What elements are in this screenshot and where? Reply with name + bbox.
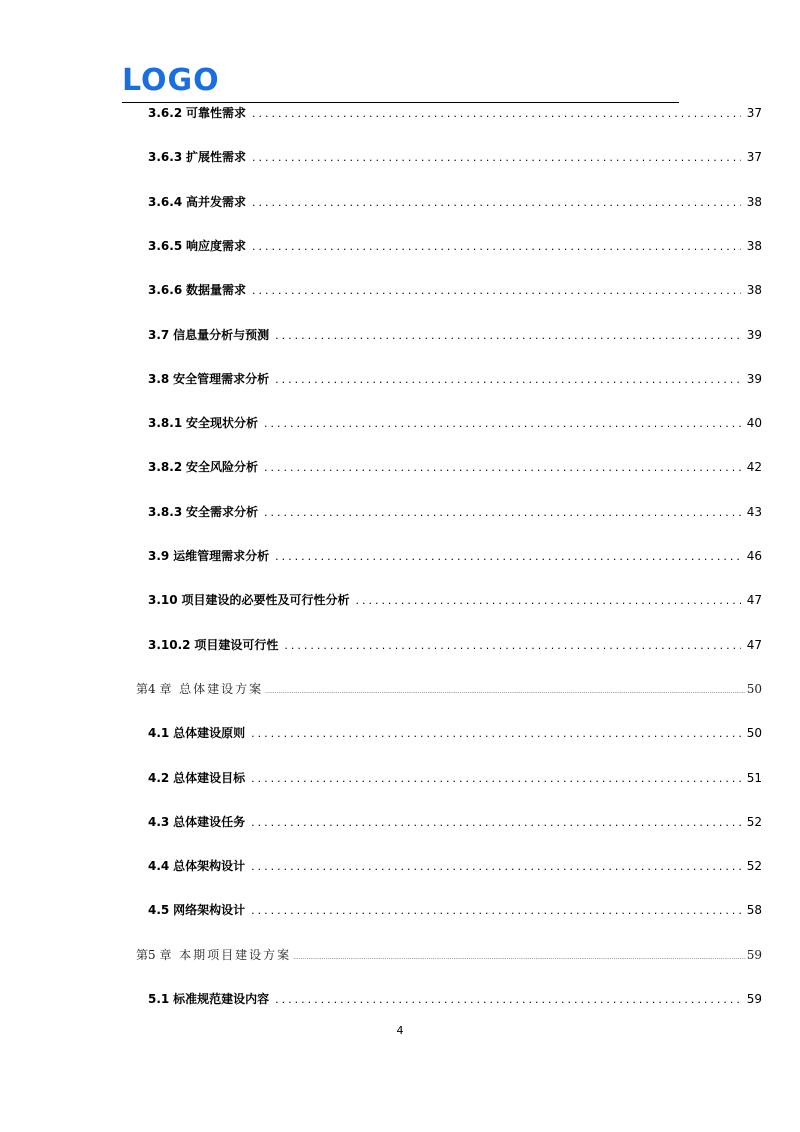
toc-section-entry[interactable] [148, 414, 762, 431]
toc-leader-dots [275, 373, 741, 386]
toc-section-entry[interactable] [148, 990, 762, 1007]
toc-entry-title: 可靠性需求 [186, 106, 247, 120]
toc-entry-number: 3.6.4 [148, 194, 183, 209]
toc-entry-title: 本期项目建设方案 [179, 947, 292, 962]
toc-entry-number: 4.5 [148, 903, 170, 918]
toc-entry-page: 47 [746, 593, 762, 608]
toc-entry-number: 3.9 [148, 549, 170, 563]
toc-entry-page: 42 [746, 460, 762, 475]
toc-entry-number: 5.1 [148, 992, 170, 1006]
toc-entry-number: 4.2 [148, 770, 170, 785]
toc-entry-title: 安全管理需求分析 [173, 371, 270, 386]
toc-entry-number: 3.8 [148, 371, 170, 386]
toc-section-entry[interactable] [148, 237, 762, 254]
toc-entry-page: 38 [746, 238, 762, 253]
toc-leader-dots [251, 904, 741, 917]
toc-entry-number: 3.6.6 [148, 283, 183, 298]
toc-entry-title: 安全需求分析 [186, 504, 259, 519]
toc-entry-number: 3.6.2 [148, 106, 183, 120]
toc-entry-title: 项目建设可行性 [194, 637, 279, 652]
toc-entry-title: 高并发需求 [186, 194, 247, 209]
toc-section-entry[interactable] [148, 503, 762, 520]
page-number: 4 [396, 1024, 404, 1037]
toc-section-entry[interactable] [148, 591, 762, 608]
toc-section-entry[interactable] [148, 281, 762, 298]
toc-entry-page: 37 [746, 106, 762, 120]
toc-entry-number: 3.7 [148, 327, 170, 342]
toc-section-entry[interactable] [148, 724, 762, 741]
toc-section-entry[interactable] [148, 326, 762, 343]
toc-leader-dots [252, 284, 741, 297]
toc-entry-page: 37 [746, 150, 762, 165]
toc-entry-title: 运维管理需求分析 [173, 549, 270, 563]
toc-leader-dots [251, 860, 741, 873]
toc-entry-page: 39 [746, 371, 762, 386]
toc-section-entry[interactable] [148, 813, 762, 830]
toc-entry-title: 总体建设方案 [179, 681, 264, 696]
toc-entry-number: 3.6.5 [148, 238, 183, 253]
toc-entry-page: 40 [746, 416, 762, 431]
toc-entry-page: 59 [746, 992, 762, 1006]
toc-entry-number: 3.10.2 [148, 637, 191, 652]
toc-leader-dots [265, 688, 745, 695]
toc-entry-number: 4.1 [148, 726, 170, 741]
toc-entry-title: 数据量需求 [186, 283, 247, 298]
toc-entry-page: 46 [746, 549, 762, 563]
toc-entry-number: 4.3 [148, 814, 170, 829]
toc-leader-dots [275, 550, 741, 563]
toc-leader-dots [355, 594, 740, 607]
toc-section-entry[interactable] [148, 901, 762, 918]
toc-entry-title: 总体建设目标 [173, 770, 246, 785]
toc-leader-dots [251, 727, 741, 740]
toc-entry-title: 网络架构设计 [173, 903, 246, 918]
toc-entry-title: 扩展性需求 [186, 150, 247, 165]
toc-leader-dots [264, 461, 741, 474]
toc-entry-page: 50 [746, 681, 762, 696]
toc-leader-dots [251, 772, 741, 785]
toc-section-entry[interactable] [148, 104, 762, 121]
toc-section-entry[interactable] [148, 857, 762, 874]
toc-section-entry[interactable] [148, 193, 762, 210]
toc-entry-title: 总体建设任务 [173, 814, 246, 829]
toc-section-entry[interactable] [148, 148, 762, 165]
toc-leader-dots [275, 329, 741, 342]
toc-entry-number: 3.8.1 [148, 416, 183, 431]
toc-entry-number: 3.6.3 [148, 150, 183, 165]
toc-entry-page: 51 [746, 770, 762, 785]
toc-entry-page: 50 [746, 726, 762, 741]
toc-entry-page: 43 [746, 504, 762, 519]
toc-leader-dots [293, 954, 745, 961]
toc-entry-number: 3.8.2 [148, 460, 183, 475]
toc-entry-page: 39 [746, 327, 762, 342]
toc-chapter-entry[interactable] [136, 946, 762, 963]
toc-entry-number: 3.10 [148, 593, 178, 608]
toc-leader-dots [252, 107, 741, 120]
toc-entry-page: 52 [746, 814, 762, 829]
toc-entry-title: 总体建设原则 [173, 726, 246, 741]
toc-entry-title: 项目建设的必要性及可行性分析 [181, 593, 350, 608]
logo: LOGO [122, 63, 220, 98]
toc-chapter-entry[interactable] [136, 680, 762, 697]
toc-entry-number: 第4 章 [136, 681, 172, 696]
header-divider [122, 102, 679, 103]
toc-section-entry[interactable] [148, 636, 762, 653]
toc-entry-title: 响应度需求 [186, 238, 247, 253]
toc-leader-dots [252, 151, 741, 164]
toc-leader-dots [252, 240, 741, 253]
toc-entry-title: 标准规范建设内容 [173, 992, 270, 1006]
toc-leader-dots [264, 506, 741, 519]
toc-leader-dots [252, 196, 741, 209]
toc-leader-dots [275, 993, 741, 1006]
toc-entry-title: 安全风险分析 [186, 460, 259, 475]
toc-entry-page: 38 [746, 283, 762, 298]
toc-entry-number: 3.8.3 [148, 504, 183, 519]
toc-section-entry[interactable] [148, 769, 762, 786]
toc-entry-title: 总体架构设计 [173, 859, 246, 874]
toc-section-entry[interactable] [148, 458, 762, 475]
toc-leader-dots [284, 639, 740, 652]
toc-entry-page: 47 [746, 637, 762, 652]
toc-entry-number: 第5 章 [136, 947, 172, 962]
toc-leader-dots [251, 816, 741, 829]
toc-section-entry[interactable] [148, 370, 762, 387]
toc-section-entry[interactable] [148, 547, 762, 564]
toc-entry-title: 信息量分析与预测 [173, 327, 270, 342]
toc-entry-page: 38 [746, 194, 762, 209]
toc-entry-page: 52 [746, 859, 762, 874]
toc-leader-dots [264, 417, 741, 430]
toc-entry-title: 安全现状分析 [186, 416, 259, 431]
toc-entry-page: 59 [746, 947, 762, 962]
toc-entry-number: 4.4 [148, 859, 170, 874]
toc-entry-page: 58 [746, 903, 762, 918]
